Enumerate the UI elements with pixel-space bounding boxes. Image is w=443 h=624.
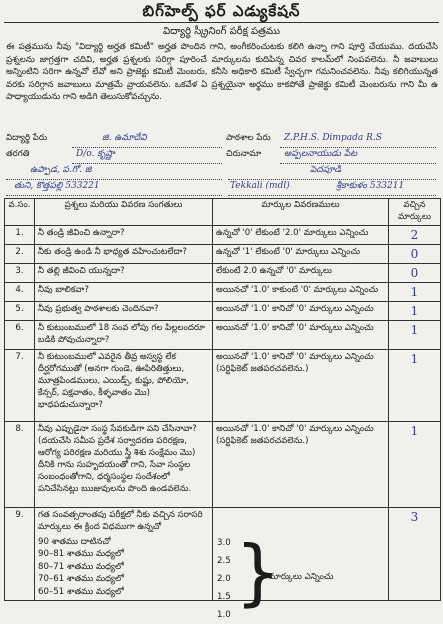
mark-cell[interactable]: 1 [389,302,441,321]
q9-option: 60–51 శాతము మధ్యలో [38,586,124,597]
address-label: చిరునామా [226,149,262,159]
address-line-3-right[interactable]: పెదపూడి [228,165,436,180]
q9-scale: 3.0 2.5 2.0 1.5 1.0 [217,538,231,620]
school-name-field[interactable]: Z.P.H.S. Dimpada R.S [280,133,436,148]
page-subtitle: విద్యార్థి స్క్రీనింగ్ పరీక్ష పత్రము [163,26,280,37]
screening-table [4,198,441,620]
address-line-4-left[interactable]: తుని, కొత్తపల్లి 533221 [6,181,222,196]
table-row: 4. నీవు బాలికవా? అయినచో '1.0' కాకుంటే '0' మార్కులు ఎన్నించు 1 [5,283,441,302]
table-row: 3. నీ తల్లి జీవించి యున్నదా? లేకుంటే 2.0 ఉన్నచో '0' మార్కులు 0 [5,264,441,283]
table-row: 8. నీవు ఎప్పుడైనా సంస్థ సేవకుడిగా పని చేసినావా? (దయచేసి సమీప ప్రదేశ సర్వాదరణ పరిరక్షణ, ఆరోగ్య పరిరక్షణ మరియు స్త్రీ శిశు సంక్షేమం మొ) దీనికి గాను సుహృదయంతో గాని, సేవా సంస్థల సంబంధంతోగాని, ధర్మసంస్థల సందేశంలో పనిచేసినట్లు ఋజువులను పొంది ఉండవలెను. అయినచో '1.0' కానిచో '0' మార్కులు ఎన్నించు (సర్టిఫికెట్ జతపరచవలెను.) 1 [5,422,441,508]
table-row: 2. నీకు తండ్రి ఉండి నీ భాధ్యత వహించుటలేదా? ఉన్నచో '1' లేకుంటే '0' మార్కులు ఎన్నించు 0 [5,245,441,264]
page-title: బిగ్‌హెల్ప్ ఫర్ ఎడ్యుకేషన్ [142,2,301,20]
mark-cell[interactable]: 0 [389,264,441,283]
mark-cell[interactable]: 1 [389,350,441,422]
header-no: వ.సం. [5,199,35,226]
title-rule [4,22,439,23]
address-line-3-left[interactable]: ఉప్పాడ, ప.గో. జి [6,165,222,180]
q9-option: 90 శాతము దాటినచో [38,537,111,547]
mark-cell[interactable]: 1 [389,422,441,508]
q9-option: 80–71 శాతము మధ్యలో [38,561,124,572]
class-field[interactable]: D/o. కృష్ణా [72,149,222,164]
address-line-4-right[interactable]: Tekkali (mdl) శ్రీకాకుళం 533211 [228,181,436,196]
brace-icon: } [235,530,281,614]
table-row: 9. గత సంవత్సరాంతపు పరీక్షలో నీకు వచ్చిన సరాసరి మార్కులు ఈ క్రింద విధముగా ఉన్నచో 90 శాతము దాటినచో 90–81 శాతము మధ్యలో 80–71 శాతము మధ్యలో 70–61 శాతము మధ్యలో 60–51 శాతము మధ్యలో 3.0 2.5 2.0 1.5 1.0 } మార్కులు ఎన్నించు 3 [5,508,441,601]
q9-option: 90–81 శాతము మధ్యలో [38,549,124,560]
header-details: మార్కుల వివరణములు [213,199,389,226]
address-field[interactable]: అప్పలనాయుడు పేట [280,149,436,164]
q9-details: మార్కులు ఎన్నించు [269,572,334,582]
mark-cell[interactable]: 2 [389,226,441,245]
student-name-field[interactable]: జి. ఉమాదేవి [72,133,222,148]
table-header-row [5,199,441,226]
q9-option: 70–61 శాతము మధ్యలో [38,574,124,585]
q9-title: గత సంవత్సరాంతపు పరీక్షలో నీకు వచ్చిన సరాసరి మార్కులు ఈ క్రింద విధముగా ఉన్నచో [38,510,203,532]
q9-options [38,536,209,598]
student-name-label: విద్యార్థి పేరు [6,133,47,143]
table-row: 5. నీవు ప్రభుత్వ పాఠశాలకు చెందినవా? అయినచో '1.0' కానిచో '0' మార్కులు ఎన్నించు 1 [5,302,441,321]
mark-cell[interactable]: 1 [389,321,441,350]
class-label: తరగతి [6,149,30,159]
mark-cell[interactable]: 3 [389,508,441,601]
mark-cell[interactable]: 0 [389,245,441,264]
header-question: ప్రశ్నలు మరియు వివరణ సంగతులు [35,199,213,226]
table-row: 1. నీ తండ్రి జీవించి ఉన్నారా? ఉన్నచో '0' లేకుంటే '2.0' మార్కులు ఎన్నించు 2 [5,226,441,245]
table-row: 6. నీ కుటుంబములో 18 సంవ లోపు గల పిల్లలందరూ బడికి పోవుచున్నారా? అయినచో '1.0' కానిచో '0' మార్కులు ఎన్నించు 1 [5,321,441,350]
intro-paragraph: ఈ పత్రమును నీవు "విద్యార్థి అర్హత కమిటీ" అర్హత పొందిన గాని, అంగీకరించుటకు కలిగి ఉన్నా గాని పూర్తి చేయుము. దయచేసి ప్రశ్నలను జాగ్రత్తగా చదివి, అర్హత ప్రశ్నలకు సరిగ్గా పూరించే మార్కులను కుదిపిన్న చివర కాలమ్‌లో నింపవలెను. నీ జవాబులు అన్నింటిని సరిగా ఉన్నవో లేవో అని ప్రాజెక్టు కమిటీ మెంబరు, కనీసి అధికారి కమిటీ స్వేచ్ఛగా గమనించవలెను. నీవు కలిగియున్నత వరకు సరిగ్గాన జవాబులు మాత్రమే వ్రాయవలెను. ఒకవేళ ఏ ప్రశ్నయైనా అర్థము కాకపోతే ప్రాజెక్టు కమిటీ మెంబరును గాని మీ ఉ పాధ్యాయుడును గాని అడిగి తెలుసుకోవచ్చును. [6,42,438,103]
school-name-label: పాఠశాల పేరు [226,133,271,143]
table-row: 7. నీ కుటుంబములో ఎవరైన తీవ్ర అస్వస్థ లేక దీర్ఘరోగముతో (అనగా గుండె, ఊపిరితిత్తులు, మూత్రపిండములు, ఎయిడ్స్, కుష్టు, పోలియో, కేన్సర్, పక్షవాతం, కీళ్ళవాతం మొ) భాధపడుచున్నారా? అయినచో '1.0' కానిచో '0' మార్కులు ఎన్నించు (సర్టిఫికెట్ జతపరచవలెను.) 1 [5,350,441,422]
mark-cell[interactable]: 1 [389,283,441,302]
header-marks: వచ్చిన మార్కులు [389,199,441,226]
